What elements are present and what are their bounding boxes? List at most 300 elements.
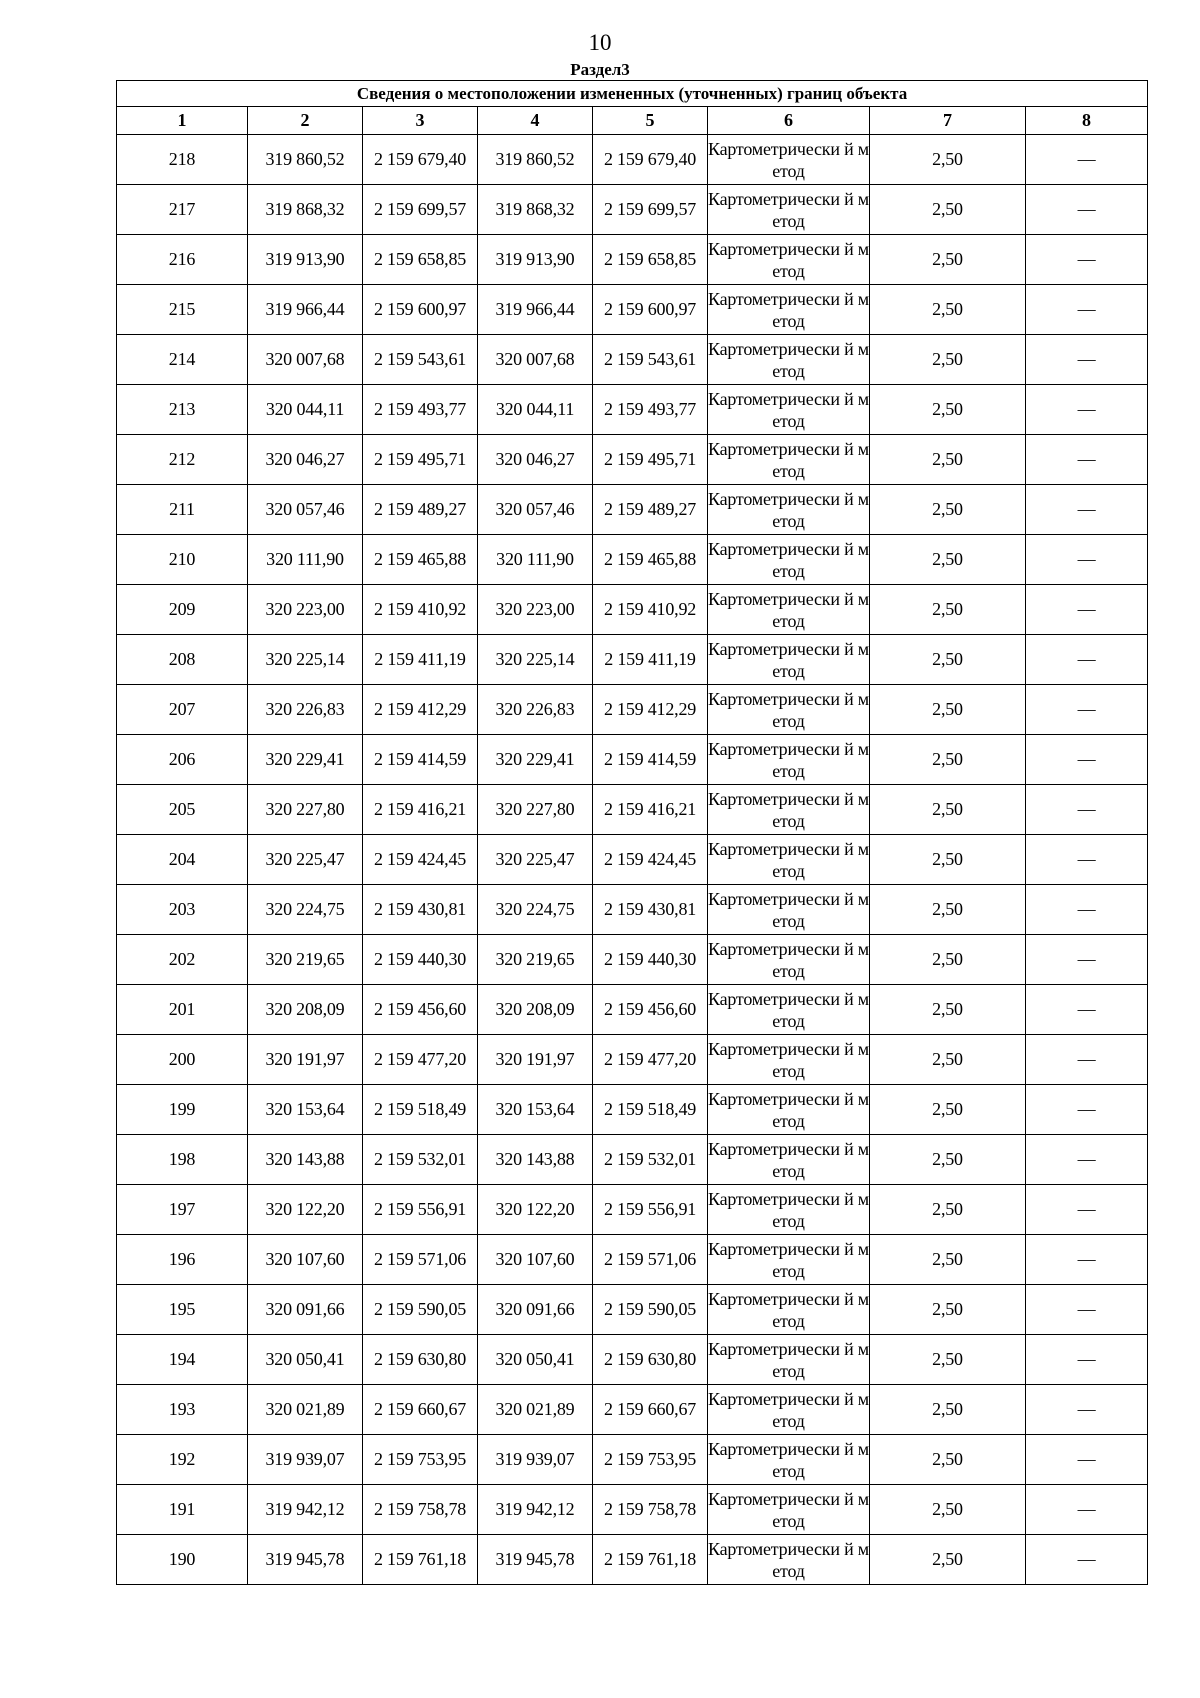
note-cell xyxy=(1026,435,1148,485)
point-number-cell: 209 xyxy=(117,585,248,635)
note-cell xyxy=(1026,985,1148,1035)
table-row xyxy=(117,1185,1148,1235)
point-number-cell: 215 xyxy=(117,285,248,335)
accuracy-cell: 2,50 xyxy=(870,335,1026,385)
dash-mark: — xyxy=(1077,999,1096,1019)
note-cell xyxy=(1026,535,1148,585)
dash-mark: — xyxy=(1077,849,1096,869)
method-cell: Картометрически й метод xyxy=(708,1285,870,1335)
existing-x-cell: 319 945,78 xyxy=(248,1535,363,1585)
note-cell xyxy=(1026,1035,1148,1085)
new-y-cell: 2 159 543,61 xyxy=(593,335,708,385)
point-number-cell: 203 xyxy=(117,885,248,935)
existing-y-cell: 2 159 532,01 xyxy=(363,1135,478,1185)
new-y-cell: 2 159 410,92 xyxy=(593,585,708,635)
note-cell xyxy=(1026,335,1148,385)
new-x-cell: 320 224,75 xyxy=(478,885,593,935)
new-y-cell: 2 159 465,88 xyxy=(593,535,708,585)
existing-x-cell: 319 860,52 xyxy=(248,135,363,185)
method-cell: Картометрически й метод xyxy=(708,435,870,485)
dash-mark: — xyxy=(1077,449,1096,469)
method-cell: Картометрически й метод xyxy=(708,1035,870,1085)
method-cell: Картометрически й метод xyxy=(708,135,870,185)
existing-x-cell: 319 942,12 xyxy=(248,1485,363,1535)
note-cell xyxy=(1026,135,1148,185)
section-title: Раздел3 xyxy=(570,60,630,79)
existing-x-cell: 320 091,66 xyxy=(248,1285,363,1335)
new-x-cell: 320 044,11 xyxy=(478,385,593,435)
note-cell xyxy=(1026,185,1148,235)
table-row xyxy=(117,585,1148,635)
dash-mark: — xyxy=(1077,249,1096,269)
dash-mark: — xyxy=(1077,649,1096,669)
note-cell xyxy=(1026,485,1148,535)
note-cell xyxy=(1026,1435,1148,1485)
new-y-cell: 2 159 493,77 xyxy=(593,385,708,435)
new-x-cell: 320 091,66 xyxy=(478,1285,593,1335)
table-row xyxy=(117,135,1148,185)
dash-mark: — xyxy=(1077,799,1096,819)
dash-mark: — xyxy=(1077,149,1096,169)
point-number-cell: 206 xyxy=(117,735,248,785)
table-row xyxy=(117,235,1148,285)
point-number-cell: 196 xyxy=(117,1235,248,1285)
accuracy-cell: 2,50 xyxy=(870,1335,1026,1385)
new-x-cell: 319 868,32 xyxy=(478,185,593,235)
new-y-cell: 2 159 630,80 xyxy=(593,1335,708,1385)
existing-y-cell: 2 159 414,59 xyxy=(363,735,478,785)
existing-y-cell: 2 159 412,29 xyxy=(363,685,478,735)
new-y-cell: 2 159 430,81 xyxy=(593,885,708,935)
new-x-cell: 320 046,27 xyxy=(478,435,593,485)
point-number-cell: 205 xyxy=(117,785,248,835)
existing-y-cell: 2 159 758,78 xyxy=(363,1485,478,1535)
existing-y-cell: 2 159 495,71 xyxy=(363,435,478,485)
existing-y-cell: 2 159 699,57 xyxy=(363,185,478,235)
accuracy-cell: 2,50 xyxy=(870,135,1026,185)
existing-x-cell: 319 868,32 xyxy=(248,185,363,235)
note-cell xyxy=(1026,1285,1148,1335)
existing-y-cell: 2 159 543,61 xyxy=(363,335,478,385)
table-row xyxy=(117,1135,1148,1185)
accuracy-cell: 2,50 xyxy=(870,585,1026,635)
existing-y-cell: 2 159 660,67 xyxy=(363,1385,478,1435)
table-row xyxy=(117,485,1148,535)
new-y-cell: 2 159 532,01 xyxy=(593,1135,708,1185)
table-row xyxy=(117,635,1148,685)
point-number-cell: 214 xyxy=(117,335,248,385)
coordinates-table xyxy=(116,80,1148,1585)
table-row xyxy=(117,1085,1148,1135)
new-y-cell: 2 159 518,49 xyxy=(593,1085,708,1135)
note-cell xyxy=(1026,385,1148,435)
method-cell: Картометрически й метод xyxy=(708,535,870,585)
table-row xyxy=(117,1535,1148,1585)
new-x-cell: 320 122,20 xyxy=(478,1185,593,1235)
accuracy-cell: 2,50 xyxy=(870,885,1026,935)
table-body xyxy=(117,81,1148,1585)
new-x-cell: 320 111,90 xyxy=(478,535,593,585)
point-number-cell: 207 xyxy=(117,685,248,735)
existing-x-cell: 320 191,97 xyxy=(248,1035,363,1085)
accuracy-cell: 2,50 xyxy=(870,1285,1026,1335)
table-row xyxy=(117,1285,1148,1335)
new-x-cell: 320 107,60 xyxy=(478,1235,593,1285)
table-row xyxy=(117,885,1148,935)
note-cell xyxy=(1026,235,1148,285)
existing-y-cell: 2 159 465,88 xyxy=(363,535,478,585)
column-header: 2 xyxy=(248,107,363,135)
existing-y-cell: 2 159 761,18 xyxy=(363,1535,478,1585)
existing-y-cell: 2 159 753,95 xyxy=(363,1435,478,1485)
point-number-cell: 204 xyxy=(117,835,248,885)
accuracy-cell: 2,50 xyxy=(870,1235,1026,1285)
new-y-cell: 2 159 412,29 xyxy=(593,685,708,735)
table-row xyxy=(117,785,1148,835)
column-header: 7 xyxy=(870,107,1026,135)
method-cell: Картометрически й метод xyxy=(708,335,870,385)
existing-y-cell: 2 159 493,77 xyxy=(363,385,478,435)
new-y-cell: 2 159 556,91 xyxy=(593,1185,708,1235)
existing-x-cell: 320 224,75 xyxy=(248,885,363,935)
accuracy-cell: 2,50 xyxy=(870,535,1026,585)
new-y-cell: 2 159 416,21 xyxy=(593,785,708,835)
table-row xyxy=(117,835,1148,885)
new-x-cell: 320 143,88 xyxy=(478,1135,593,1185)
accuracy-cell: 2,50 xyxy=(870,485,1026,535)
new-x-cell: 319 939,07 xyxy=(478,1435,593,1485)
dash-mark: — xyxy=(1077,1149,1096,1169)
method-cell: Картометрически й метод xyxy=(708,935,870,985)
new-x-cell: 320 153,64 xyxy=(478,1085,593,1135)
dash-mark: — xyxy=(1077,1499,1096,1519)
dash-mark: — xyxy=(1077,1099,1096,1119)
note-cell xyxy=(1026,1235,1148,1285)
table-row xyxy=(117,685,1148,735)
table-caption: Сведения о местоположении измененных (уточненных) границ объекта xyxy=(117,81,1148,107)
existing-x-cell: 320 046,27 xyxy=(248,435,363,485)
new-y-cell: 2 159 761,18 xyxy=(593,1535,708,1585)
accuracy-cell: 2,50 xyxy=(870,935,1026,985)
method-cell: Картометрически й метод xyxy=(708,1135,870,1185)
accuracy-cell: 2,50 xyxy=(870,185,1026,235)
point-number-cell: 217 xyxy=(117,185,248,235)
table-row xyxy=(117,535,1148,585)
table-row xyxy=(117,435,1148,485)
new-x-cell: 320 229,41 xyxy=(478,735,593,785)
table-row xyxy=(117,1435,1148,1485)
dash-mark: — xyxy=(1077,199,1096,219)
new-y-cell: 2 159 571,06 xyxy=(593,1235,708,1285)
point-number-cell: 194 xyxy=(117,1335,248,1385)
accuracy-cell: 2,50 xyxy=(870,235,1026,285)
accuracy-cell: 2,50 xyxy=(870,1435,1026,1485)
table-row xyxy=(117,335,1148,385)
table-row xyxy=(117,735,1148,785)
existing-x-cell: 320 143,88 xyxy=(248,1135,363,1185)
method-cell: Картометрически й метод xyxy=(708,885,870,935)
note-cell xyxy=(1026,885,1148,935)
existing-x-cell: 320 107,60 xyxy=(248,1235,363,1285)
new-x-cell: 319 945,78 xyxy=(478,1535,593,1585)
new-y-cell: 2 159 660,67 xyxy=(593,1385,708,1435)
method-cell: Картометрически й метод xyxy=(708,485,870,535)
new-y-cell: 2 159 590,05 xyxy=(593,1285,708,1335)
existing-y-cell: 2 159 410,92 xyxy=(363,585,478,635)
existing-x-cell: 319 939,07 xyxy=(248,1435,363,1485)
accuracy-cell: 2,50 xyxy=(870,1485,1026,1535)
table-row xyxy=(117,1335,1148,1385)
new-x-cell: 320 021,89 xyxy=(478,1385,593,1435)
table-row xyxy=(117,1235,1148,1285)
note-cell xyxy=(1026,1485,1148,1535)
accuracy-cell: 2,50 xyxy=(870,1535,1026,1585)
column-header: 6 xyxy=(708,107,870,135)
point-number-cell: 208 xyxy=(117,635,248,685)
new-y-cell: 2 159 489,27 xyxy=(593,485,708,535)
dash-mark: — xyxy=(1077,499,1096,519)
existing-y-cell: 2 159 477,20 xyxy=(363,1035,478,1085)
existing-y-cell: 2 159 440,30 xyxy=(363,935,478,985)
accuracy-cell: 2,50 xyxy=(870,985,1026,1035)
existing-x-cell: 320 111,90 xyxy=(248,535,363,585)
method-cell: Картометрически й метод xyxy=(708,285,870,335)
accuracy-cell: 2,50 xyxy=(870,1135,1026,1185)
existing-y-cell: 2 159 658,85 xyxy=(363,235,478,285)
new-x-cell: 320 050,41 xyxy=(478,1335,593,1385)
method-cell: Картометрически й метод xyxy=(708,835,870,885)
note-cell xyxy=(1026,1535,1148,1585)
existing-x-cell: 319 966,44 xyxy=(248,285,363,335)
table-row xyxy=(117,1485,1148,1535)
new-x-cell: 320 219,65 xyxy=(478,935,593,985)
note-cell xyxy=(1026,285,1148,335)
table-row xyxy=(117,285,1148,335)
new-y-cell: 2 159 477,20 xyxy=(593,1035,708,1085)
existing-x-cell: 320 208,09 xyxy=(248,985,363,1035)
existing-y-cell: 2 159 630,80 xyxy=(363,1335,478,1385)
note-cell xyxy=(1026,1335,1148,1385)
dash-mark: — xyxy=(1077,599,1096,619)
accuracy-cell: 2,50 xyxy=(870,635,1026,685)
existing-x-cell: 320 021,89 xyxy=(248,1385,363,1435)
new-y-cell: 2 159 411,19 xyxy=(593,635,708,685)
existing-y-cell: 2 159 430,81 xyxy=(363,885,478,935)
existing-y-cell: 2 159 489,27 xyxy=(363,485,478,535)
note-cell xyxy=(1026,1385,1148,1435)
dash-mark: — xyxy=(1077,899,1096,919)
existing-y-cell: 2 159 424,45 xyxy=(363,835,478,885)
dash-mark: — xyxy=(1077,749,1096,769)
point-number-cell: 193 xyxy=(117,1385,248,1435)
table-row xyxy=(117,1035,1148,1085)
dash-mark: — xyxy=(1077,1349,1096,1369)
point-number-cell: 197 xyxy=(117,1185,248,1235)
new-x-cell: 320 226,83 xyxy=(478,685,593,735)
column-header: 1 xyxy=(117,107,248,135)
table-row xyxy=(117,935,1148,985)
point-number-cell: 201 xyxy=(117,985,248,1035)
method-cell: Картометрически й метод xyxy=(708,385,870,435)
dash-mark: — xyxy=(1077,399,1096,419)
existing-y-cell: 2 159 518,49 xyxy=(363,1085,478,1135)
point-number-cell: 199 xyxy=(117,1085,248,1135)
point-number-cell: 192 xyxy=(117,1435,248,1485)
note-cell xyxy=(1026,735,1148,785)
new-x-cell: 320 057,46 xyxy=(478,485,593,535)
existing-x-cell: 320 219,65 xyxy=(248,935,363,985)
new-y-cell: 2 159 679,40 xyxy=(593,135,708,185)
new-x-cell: 320 225,47 xyxy=(478,835,593,885)
dash-mark: — xyxy=(1077,1299,1096,1319)
dash-mark: — xyxy=(1077,349,1096,369)
existing-y-cell: 2 159 456,60 xyxy=(363,985,478,1035)
method-cell: Картометрически й метод xyxy=(708,585,870,635)
method-cell: Картометрически й метод xyxy=(708,1535,870,1585)
existing-x-cell: 320 007,68 xyxy=(248,335,363,385)
column-header: 3 xyxy=(363,107,478,135)
dash-mark: — xyxy=(1077,1249,1096,1269)
existing-x-cell: 320 226,83 xyxy=(248,685,363,735)
existing-y-cell: 2 159 416,21 xyxy=(363,785,478,835)
note-cell xyxy=(1026,935,1148,985)
table-caption-row xyxy=(117,81,1148,107)
new-x-cell: 320 227,80 xyxy=(478,785,593,835)
method-cell: Картометрически й метод xyxy=(708,185,870,235)
note-cell xyxy=(1026,835,1148,885)
note-cell xyxy=(1026,635,1148,685)
method-cell: Картометрически й метод xyxy=(708,1485,870,1535)
new-y-cell: 2 159 414,59 xyxy=(593,735,708,785)
note-cell xyxy=(1026,1135,1148,1185)
dash-mark: — xyxy=(1077,1449,1096,1469)
new-x-cell: 320 223,00 xyxy=(478,585,593,635)
existing-x-cell: 320 050,41 xyxy=(248,1335,363,1385)
new-y-cell: 2 159 758,78 xyxy=(593,1485,708,1535)
point-number-cell: 198 xyxy=(117,1135,248,1185)
existing-x-cell: 320 225,47 xyxy=(248,835,363,885)
dash-mark: — xyxy=(1077,1399,1096,1419)
new-x-cell: 319 913,90 xyxy=(478,235,593,285)
new-x-cell: 320 191,97 xyxy=(478,1035,593,1085)
dash-mark: — xyxy=(1077,1049,1096,1069)
existing-x-cell: 320 057,46 xyxy=(248,485,363,535)
existing-x-cell: 319 913,90 xyxy=(248,235,363,285)
dash-mark: — xyxy=(1077,1199,1096,1219)
table-row xyxy=(117,185,1148,235)
new-y-cell: 2 159 753,95 xyxy=(593,1435,708,1485)
new-x-cell: 319 942,12 xyxy=(478,1485,593,1535)
new-x-cell: 320 208,09 xyxy=(478,985,593,1035)
point-number-cell: 195 xyxy=(117,1285,248,1335)
existing-y-cell: 2 159 679,40 xyxy=(363,135,478,185)
point-number-cell: 211 xyxy=(117,485,248,535)
method-cell: Картометрически й метод xyxy=(708,1435,870,1485)
existing-y-cell: 2 159 571,06 xyxy=(363,1235,478,1285)
existing-x-cell: 320 223,00 xyxy=(248,585,363,635)
column-header: 4 xyxy=(478,107,593,135)
column-header: 5 xyxy=(593,107,708,135)
new-x-cell: 320 007,68 xyxy=(478,335,593,385)
existing-y-cell: 2 159 556,91 xyxy=(363,1185,478,1235)
note-cell xyxy=(1026,1085,1148,1135)
note-cell xyxy=(1026,1185,1148,1235)
new-y-cell: 2 159 440,30 xyxy=(593,935,708,985)
new-y-cell: 2 159 456,60 xyxy=(593,985,708,1035)
point-number-cell: 216 xyxy=(117,235,248,285)
new-y-cell: 2 159 699,57 xyxy=(593,185,708,235)
existing-y-cell: 2 159 600,97 xyxy=(363,285,478,335)
method-cell: Картометрически й метод xyxy=(708,785,870,835)
accuracy-cell: 2,50 xyxy=(870,285,1026,335)
new-y-cell: 2 159 658,85 xyxy=(593,235,708,285)
existing-y-cell: 2 159 411,19 xyxy=(363,635,478,685)
accuracy-cell: 2,50 xyxy=(870,1085,1026,1135)
accuracy-cell: 2,50 xyxy=(870,835,1026,885)
accuracy-cell: 2,50 xyxy=(870,735,1026,785)
point-number-cell: 191 xyxy=(117,1485,248,1535)
method-cell: Картометрически й метод xyxy=(708,635,870,685)
page-number: 10 xyxy=(588,30,612,55)
method-cell: Картометрически й метод xyxy=(708,1235,870,1285)
existing-x-cell: 320 227,80 xyxy=(248,785,363,835)
dash-mark: — xyxy=(1077,949,1096,969)
dash-mark: — xyxy=(1077,699,1096,719)
accuracy-cell: 2,50 xyxy=(870,785,1026,835)
accuracy-cell: 2,50 xyxy=(870,1035,1026,1085)
accuracy-cell: 2,50 xyxy=(870,385,1026,435)
point-number-cell: 212 xyxy=(117,435,248,485)
point-number-cell: 213 xyxy=(117,385,248,435)
dash-mark: — xyxy=(1077,1549,1096,1569)
accuracy-cell: 2,50 xyxy=(870,685,1026,735)
point-number-cell: 210 xyxy=(117,535,248,585)
existing-x-cell: 320 044,11 xyxy=(248,385,363,435)
existing-x-cell: 320 153,64 xyxy=(248,1085,363,1135)
accuracy-cell: 2,50 xyxy=(870,435,1026,485)
point-number-cell: 218 xyxy=(117,135,248,185)
point-number-cell: 190 xyxy=(117,1535,248,1585)
new-x-cell: 320 225,14 xyxy=(478,635,593,685)
existing-y-cell: 2 159 590,05 xyxy=(363,1285,478,1335)
accuracy-cell: 2,50 xyxy=(870,1185,1026,1235)
method-cell: Картометрически й метод xyxy=(708,1385,870,1435)
existing-x-cell: 320 122,20 xyxy=(248,1185,363,1235)
method-cell: Картометрически й метод xyxy=(708,1085,870,1135)
method-cell: Картометрически й метод xyxy=(708,735,870,785)
method-cell: Картометрически й метод xyxy=(708,985,870,1035)
dash-mark: — xyxy=(1077,549,1096,569)
method-cell: Картометрически й метод xyxy=(708,235,870,285)
note-cell xyxy=(1026,785,1148,835)
method-cell: Картометрически й метод xyxy=(708,1185,870,1235)
new-y-cell: 2 159 424,45 xyxy=(593,835,708,885)
note-cell xyxy=(1026,685,1148,735)
new-x-cell: 319 860,52 xyxy=(478,135,593,185)
new-y-cell: 2 159 600,97 xyxy=(593,285,708,335)
column-header-row xyxy=(117,107,1148,135)
column-header: 8 xyxy=(1026,107,1148,135)
existing-x-cell: 320 229,41 xyxy=(248,735,363,785)
table-row xyxy=(117,385,1148,435)
new-x-cell: 319 966,44 xyxy=(478,285,593,335)
accuracy-cell: 2,50 xyxy=(870,1385,1026,1435)
point-number-cell: 202 xyxy=(117,935,248,985)
table-row xyxy=(117,1385,1148,1435)
point-number-cell: 200 xyxy=(117,1035,248,1085)
existing-x-cell: 320 225,14 xyxy=(248,635,363,685)
table-row xyxy=(117,985,1148,1035)
